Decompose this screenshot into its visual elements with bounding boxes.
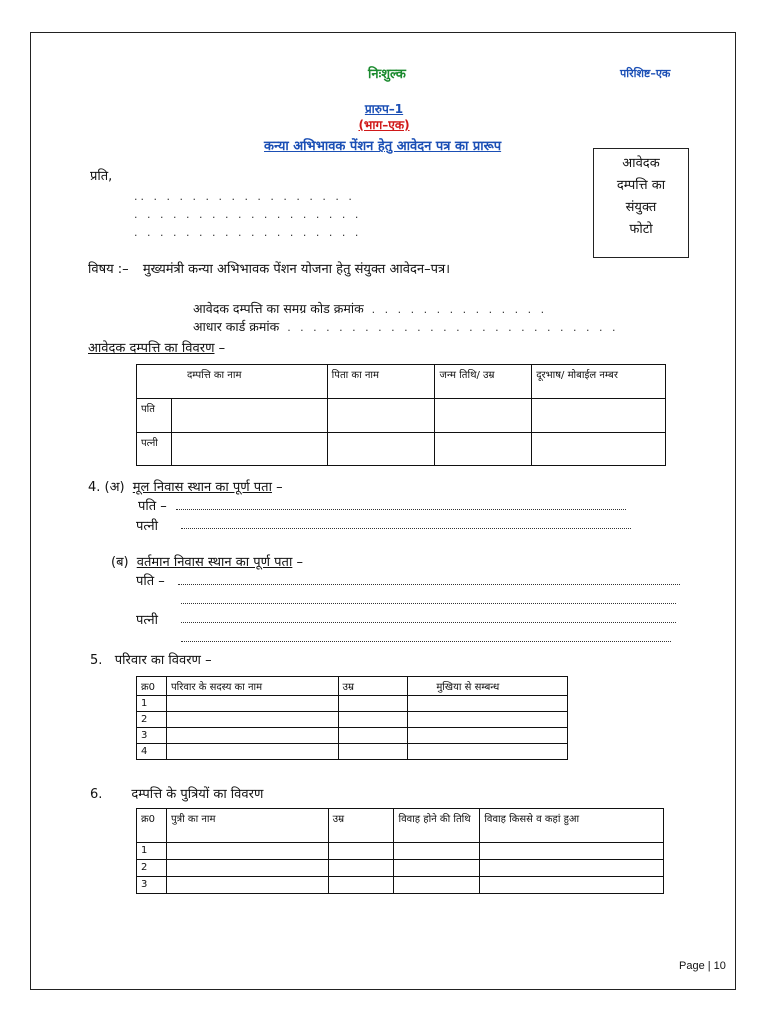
table-cell[interactable] (408, 744, 568, 760)
table-cell[interactable] (532, 433, 666, 466)
section-4a-prefix: 4. (अ) (88, 480, 125, 495)
col-header: पिता का नाम (327, 365, 435, 399)
row-number: 1 (137, 696, 167, 712)
table-cell[interactable] (327, 399, 435, 433)
col-header: दम्पत्ति का नाम (137, 365, 328, 399)
section-4a-dash: – (271, 480, 283, 495)
part-label: (भाग–एक) (358, 118, 410, 132)
subject-line (88, 259, 450, 277)
table-cell[interactable] (394, 843, 480, 860)
table-cell[interactable] (166, 843, 328, 860)
table-cell[interactable] (435, 433, 532, 466)
table-cell[interactable] (328, 860, 394, 877)
table-cell[interactable] (480, 860, 664, 877)
section-4a-wife-label: पत्नी (136, 519, 158, 534)
table-row (137, 696, 568, 712)
address-line-2[interactable]: . . . . . . . . . . . . . . . . . . (134, 208, 362, 221)
samagra-code-line (193, 300, 547, 317)
form-number: प्रारुप–1 (364, 102, 404, 116)
table-cell[interactable] (338, 744, 408, 760)
address-line-3[interactable]: . . . . . . . . . . . . . . . . . . (134, 226, 362, 239)
section-4a-wife-field[interactable] (181, 528, 631, 529)
couple-details-heading: आवेदक दम्पत्ति का विवरण (88, 341, 215, 356)
table-cell[interactable] (166, 728, 338, 744)
col-header: परिवार के सदस्य का नाम (166, 677, 338, 696)
section-4b-dash: – (292, 555, 303, 570)
aadhaar-label: आधार कार्ड क्रमांक (193, 319, 280, 334)
col-header: दूरभाष/ मोबाईल नम्बर (532, 365, 666, 399)
section-4b-heading: वर्तमान निवास स्थान का पूर्ण पता (136, 555, 293, 570)
col-header: उम्र (338, 677, 408, 696)
section-6-title: 6. दम्पत्ति के पुत्रियों का विवरण (90, 787, 264, 802)
table-row (137, 399, 666, 433)
row-label: पति (137, 399, 172, 433)
row-number: 1 (137, 843, 167, 860)
table-row (137, 712, 568, 728)
table-row (137, 843, 664, 860)
table-cell[interactable] (408, 696, 568, 712)
page-number: Page | 10 (679, 960, 726, 972)
couple-details-dash: – (214, 341, 226, 356)
row-number: 4 (137, 744, 167, 760)
section-4a-title (88, 477, 283, 495)
free-label: निःशुल्क (368, 67, 406, 82)
photo-box-line: आवेदक (622, 156, 660, 171)
table-cell[interactable] (532, 399, 666, 433)
table-header-row (137, 365, 666, 399)
col-header: क्र0 (137, 677, 167, 696)
col-header: विवाह किससे व कहां हुआ (480, 809, 664, 843)
table-cell[interactable] (394, 877, 480, 894)
section-4b-wife-field-1[interactable] (181, 622, 676, 623)
table-cell[interactable] (338, 728, 408, 744)
section-4b-prefix: (ब) (111, 555, 129, 570)
table-cell[interactable] (166, 860, 328, 877)
table-row (137, 860, 664, 877)
table-row (137, 433, 666, 466)
daughters-details-table (136, 808, 664, 894)
row-number: 2 (137, 712, 167, 728)
aadhaar-line (193, 318, 619, 335)
table-cell[interactable] (480, 843, 664, 860)
samagra-code-label: आवेदक दम्पत्ति का समग्र कोड क्रमांक (193, 301, 364, 316)
table-cell[interactable] (394, 860, 480, 877)
table-header-row (137, 677, 568, 696)
aadhaar-field[interactable]: . . . . . . . . . . . . . . . . . . . . . . . . . . (287, 321, 619, 334)
table-row (137, 728, 568, 744)
section-4b-husband-field-2[interactable] (181, 603, 676, 604)
table-cell[interactable] (327, 433, 435, 466)
section-4b-wife-label: पत्नी (136, 613, 158, 628)
subject-text: मुख्यमंत्री कन्या अभिभावक पेंशन योजना हेतु संयुक्त आवेदन–पत्र। (142, 262, 451, 277)
row-number: 3 (137, 728, 167, 744)
table-cell[interactable] (166, 696, 338, 712)
table-cell[interactable] (166, 877, 328, 894)
couple-details-table (136, 364, 666, 466)
table-cell[interactable] (338, 712, 408, 728)
photo-box-line: संयुक्त (625, 200, 657, 215)
section-4b-title (111, 552, 303, 570)
table-cell[interactable] (328, 843, 394, 860)
table-cell[interactable] (435, 399, 532, 433)
section-4b-husband-label: पति – (136, 574, 165, 589)
table-cell[interactable] (171, 433, 327, 466)
section-4b-husband-field-1[interactable] (178, 584, 680, 585)
table-cell[interactable] (328, 877, 394, 894)
samagra-code-field[interactable]: . . . . . . . . . . . . . . (371, 303, 548, 316)
row-label: पत्नी (137, 433, 172, 466)
couple-details-title (88, 338, 225, 356)
table-header-row (137, 809, 664, 843)
to-label: प्रति, (90, 169, 113, 184)
annex-label: परिशिष्ट–एक (620, 67, 671, 80)
section-4a-husband-field[interactable] (176, 509, 626, 510)
col-header: पुत्री का नाम (166, 809, 328, 843)
section-4a-husband-label: पति – (138, 499, 167, 514)
subject-label: विषय :– (88, 262, 129, 277)
col-header: क्र0 (137, 809, 167, 843)
photo-box[interactable] (593, 148, 689, 258)
table-cell[interactable] (166, 744, 338, 760)
row-number: 3 (137, 877, 167, 894)
form-heading: कन्या अभिभावक पेंशन हेतु आवेदन पत्र का प्रारूप (264, 139, 502, 154)
section-4a-heading: मूल निवास स्थान का पूर्ण पता (132, 480, 272, 495)
col-header: उम्र (328, 809, 394, 843)
table-cell[interactable] (166, 712, 338, 728)
photo-box-line: दम्पत्ति का (616, 178, 666, 193)
table-cell[interactable] (408, 712, 568, 728)
table-cell[interactable] (480, 877, 664, 894)
table-row (137, 877, 664, 894)
table-cell[interactable] (171, 399, 327, 433)
col-header: विवाह होने की तिथि (394, 809, 480, 843)
section-5-title: 5. परिवार का विवरण – (90, 653, 212, 668)
table-cell[interactable] (408, 728, 568, 744)
family-details-table (136, 676, 568, 760)
photo-box-line: फोटो (629, 222, 653, 237)
row-number: 2 (137, 860, 167, 877)
table-row (137, 744, 568, 760)
section-4b-wife-field-2[interactable] (181, 641, 671, 642)
address-line-1[interactable]: .. . . . . . . . . . . . . . . . . (134, 190, 355, 203)
col-header: मुखिया से सम्बन्ध (408, 677, 568, 696)
col-header: जन्म तिथि/ उम्र (435, 365, 532, 399)
table-cell[interactable] (338, 696, 408, 712)
